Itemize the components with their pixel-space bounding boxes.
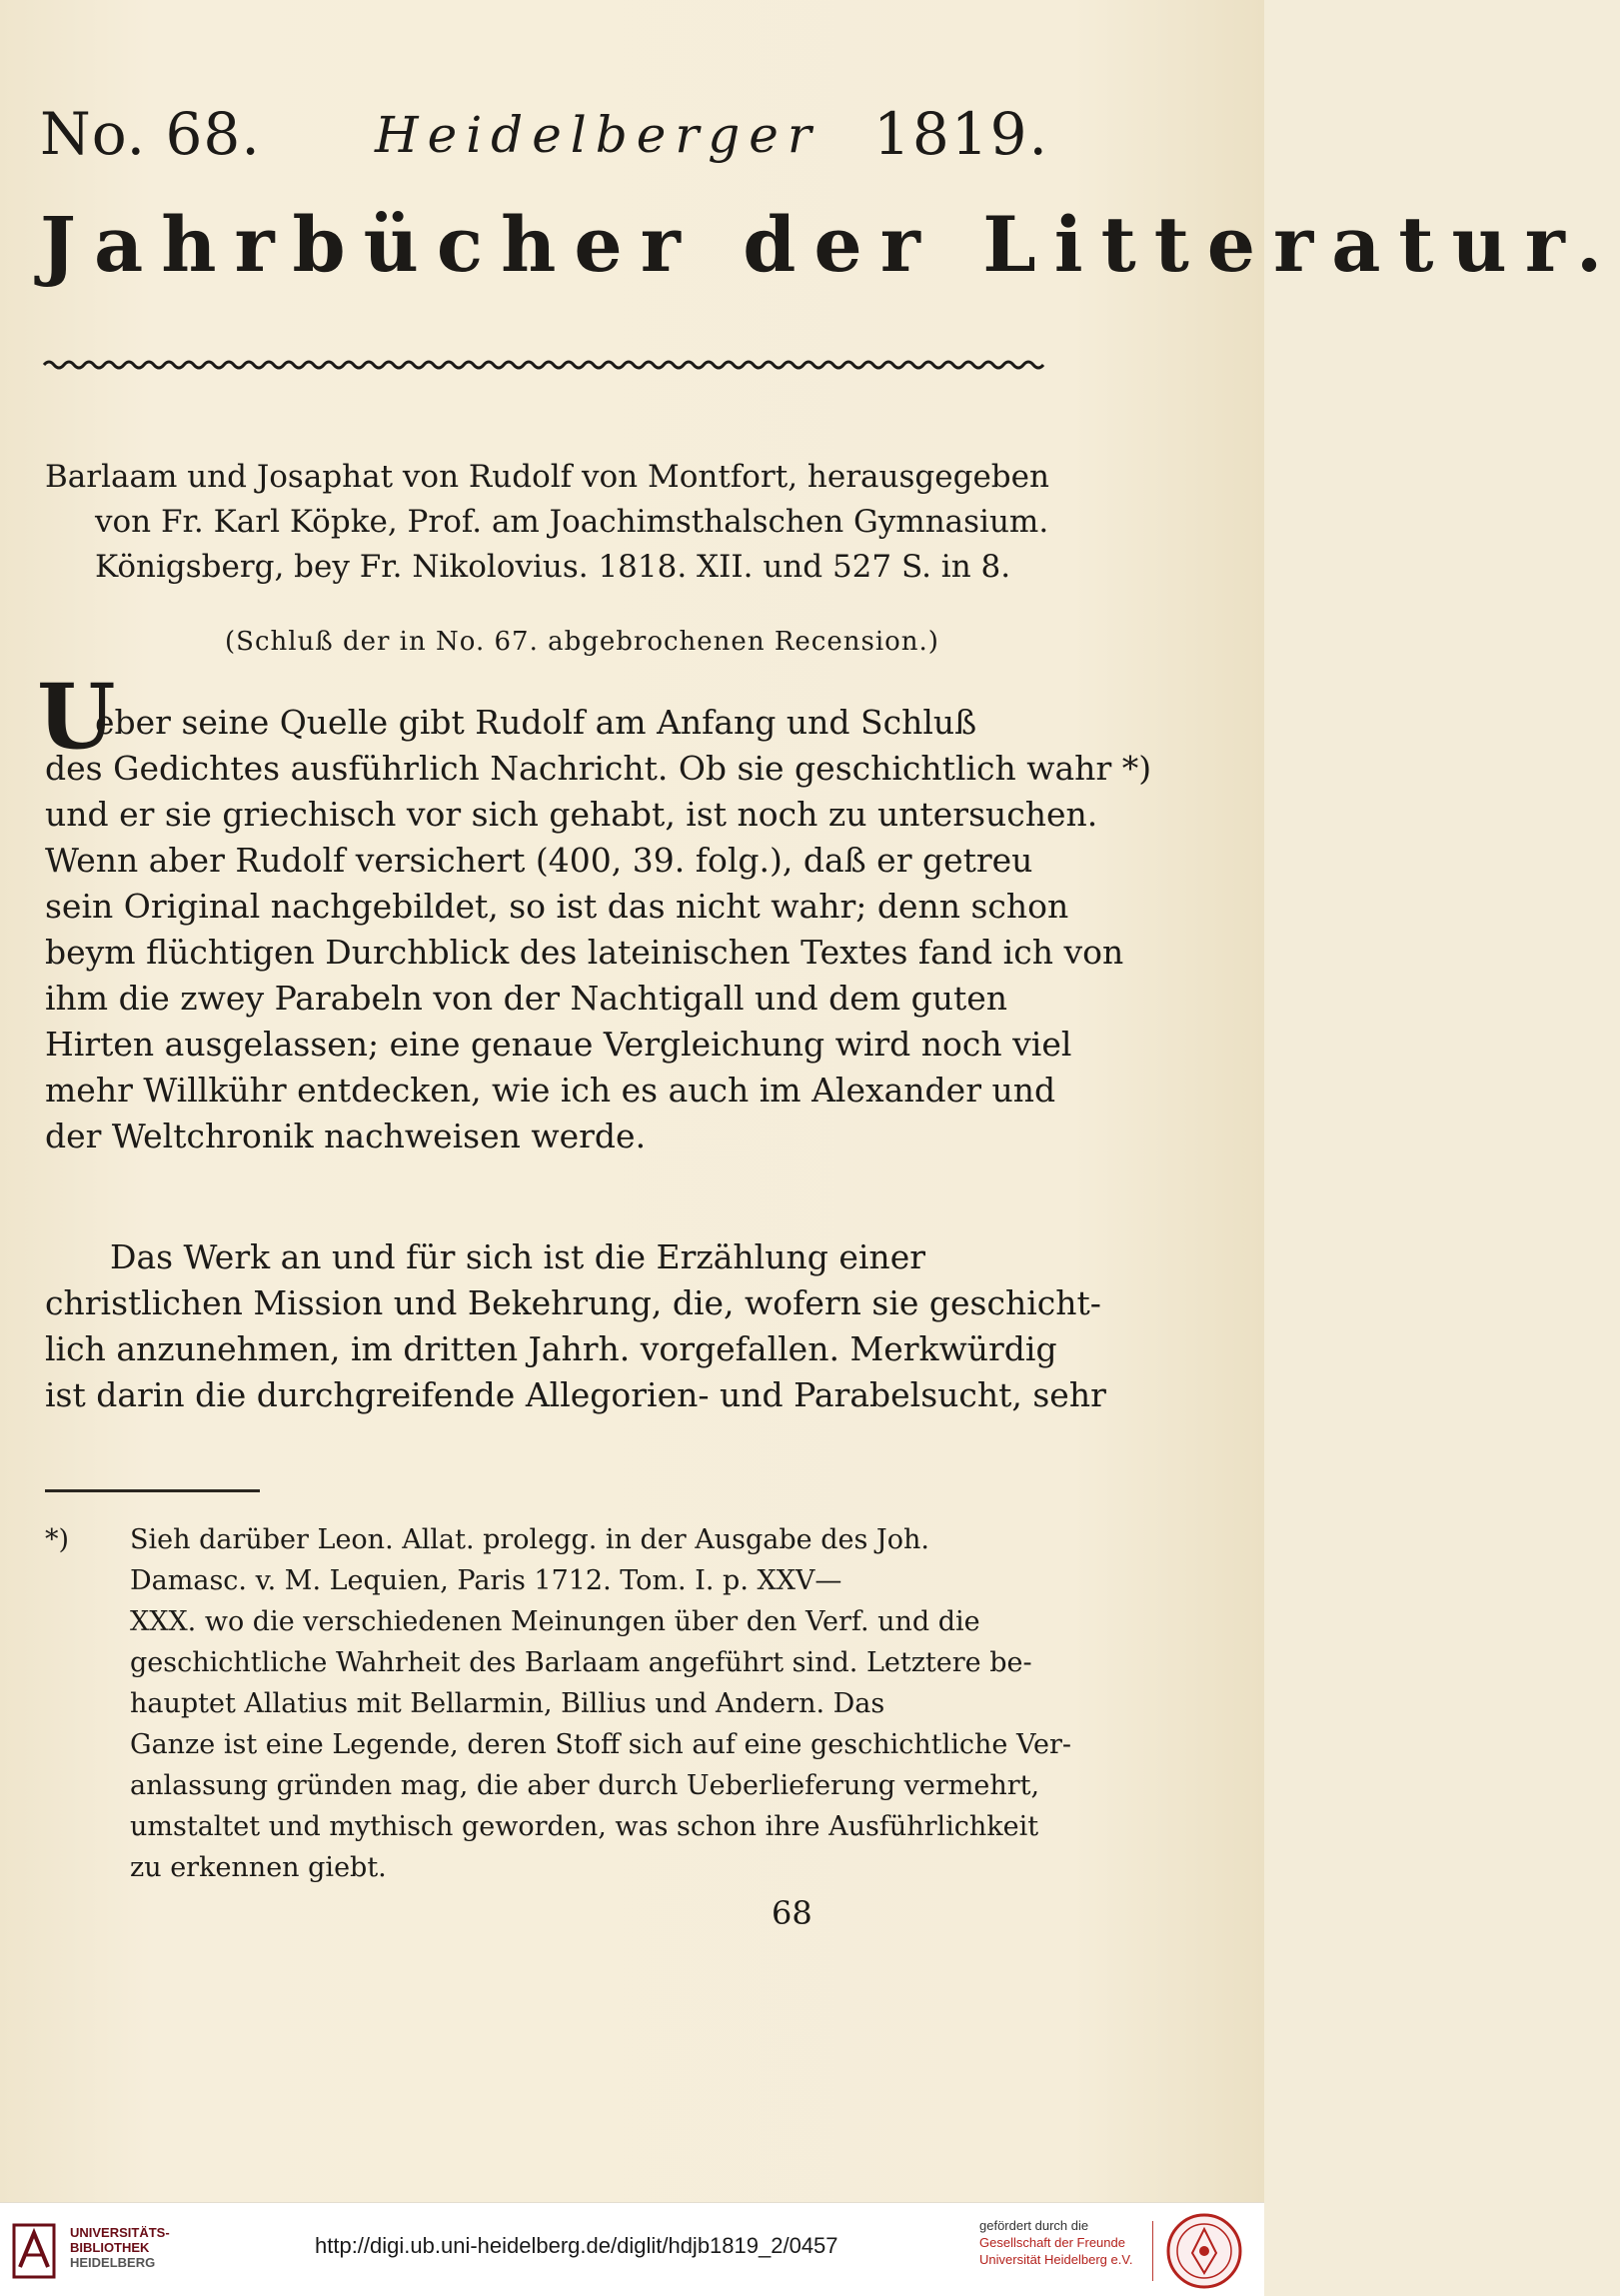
footnote-line: umstaltet und mythisch geworden, was schon ihre Ausführlichkeit (130, 1811, 1039, 1842)
library-line: UNIVERSITÄTS- (70, 2225, 170, 2240)
signature-mark: 68 (772, 1894, 812, 1932)
journal-title: Jahrbücher der Litteratur. (40, 200, 1620, 289)
paragraph-line: Hirten ausgelassen; eine genaue Vergleichung wird noch viel (45, 1025, 1072, 1064)
footnote-line: anlassung gründen mag, die aber durch Ueberlieferung vermehrt, (130, 1770, 1040, 1801)
bib-line: Königsberg, bey Fr. Nikolovius. 1818. XII. und 527 S. in 8. (95, 549, 1011, 585)
paragraph-line (37, 664, 1054, 770)
sponsor-label: gefördert durch die (979, 2218, 1089, 2233)
paragraph-line: ist darin die durchgreifende Allegorien- und Parabelsucht, sehr (45, 1375, 1106, 1414)
paragraph-1 (37, 664, 1152, 1159)
footnote-mark: *) (45, 1524, 70, 1555)
university-library-name[interactable] (70, 2225, 170, 2270)
university-library-logo-icon[interactable] (12, 2223, 56, 2279)
paragraph-line: und er sie griechisch vor sich gehabt, ist noch zu untersuchen. (45, 795, 1098, 834)
footnote-line: Ganze ist eine Legende, deren Stoff sich auf eine geschichtliche Ver- (130, 1729, 1072, 1760)
footnote (45, 1519, 1072, 1888)
wavy-rule (44, 358, 1043, 372)
bibliographic-entry (45, 455, 1054, 590)
paragraph-line: mehr Willkühr entdecken, wie ich es auch im Alexander und (45, 1071, 1056, 1110)
library-line: HEIDELBERG (70, 2255, 156, 2270)
paragraph-line: beym flüchtigen Durchblick des lateinischen Textes fand ich von (45, 933, 1124, 972)
bib-line: von Fr. Karl Köpke, Prof. am Joachimsthalschen Gymnasium. (95, 504, 1049, 540)
paragraph-line: Das Werk an und für sich ist die Erzählung einer (110, 1237, 925, 1276)
bib-line: Barlaam und Josaphat von Rudolf von Montfort, herausgegeben (45, 459, 1049, 495)
paragraph-2 (45, 1234, 1106, 1418)
paragraph-line-text: eber seine Quelle gibt Rudolf am Anfang und Schluß (95, 703, 977, 742)
footnote-line: Damasc. v. M. Lequien, Paris 1712. Tom. I. p. XXV— (130, 1565, 842, 1596)
continuation-note: (Schluß der in No. 67. abgebrochenen Recension.) (225, 627, 939, 657)
footnote-line: hauptet Allatius mit Bellarmin, Billius und Andern. Das (130, 1688, 885, 1719)
paragraph-line: Wenn aber Rudolf versichert (400, 39. folg.), daß er getreu (45, 841, 1033, 880)
paragraph-line: ihm die zwey Parabeln von der Nachtigall und dem guten (45, 979, 1008, 1018)
library-line: BIBLIOTHEK (70, 2240, 150, 2255)
footnote-divider (45, 1489, 260, 1492)
paragraph-line: christlichen Mission und Bekehrung, die, wofern sie geschicht- (45, 1283, 1101, 1322)
footnote-line: Sieh darüber Leon. Allat. prolegg. in der Ausgabe des Joh. (130, 1524, 929, 1555)
university-seal-icon[interactable] (1164, 2211, 1244, 2291)
masthead-year: 1819. (872, 100, 1049, 168)
sponsor-name-line1: Gesellschaft der Freunde (979, 2235, 1125, 2250)
sponsor-block[interactable] (979, 2217, 1132, 2268)
paragraph-line: des Gedichtes ausführlich Nachricht. Ob sie geschichtlich wahr *) (45, 749, 1152, 788)
sponsor-name-line2: Universität Heidelberg e.V. (979, 2252, 1133, 2267)
permalink-url[interactable]: http://digi.ub.uni-heidelberg.de/diglit/hdjb1819_2/0457 (315, 2233, 838, 2258)
masthead (40, 100, 1049, 180)
footnote-line: zu erkennen giebt. (130, 1852, 387, 1883)
paragraph-line: sein Original nachgebildet, so ist das nicht wahr; denn schon (45, 887, 1069, 926)
footer-divider (1152, 2221, 1153, 2281)
issue-number: No. 68. (40, 100, 261, 168)
paragraph-line: lich anzunehmen, im dritten Jahrh. vorgefallen. Merkwürdig (45, 1329, 1057, 1368)
footnote-line: XXX. wo die verschiedenen Meinungen über den Verf. und die (130, 1606, 980, 1637)
footnote-line: geschichtliche Wahrheit des Barlaam angeführt sind. Letztere be- (130, 1647, 1032, 1678)
drop-cap: U (37, 664, 116, 770)
viewer-footer (0, 2202, 1264, 2296)
masthead-city: Heidelberger (375, 106, 820, 164)
paragraph-line: der Weltchronik nachweisen werde. (45, 1117, 647, 1155)
